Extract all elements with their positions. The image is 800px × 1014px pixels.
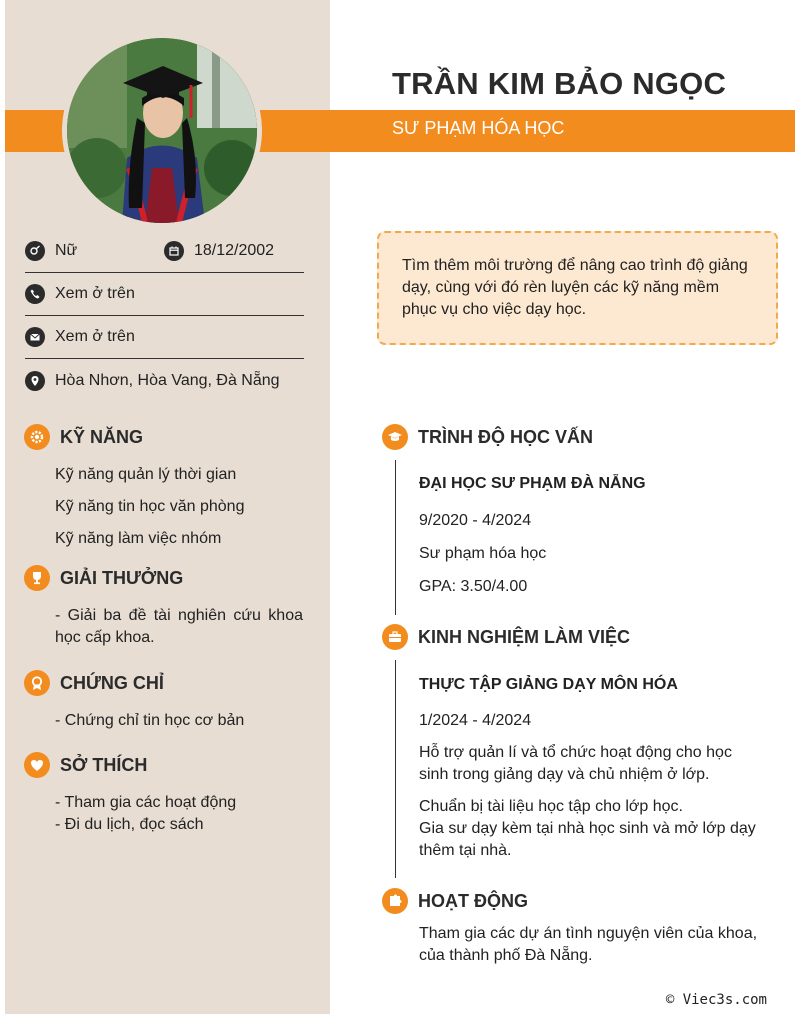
phone-icon [25, 284, 45, 304]
contact-row-personal [25, 230, 304, 273]
education-major: Sư phạm hóa học [419, 545, 547, 562]
candidate-name: TRẦN KIM BẢO NGỌC [392, 66, 727, 101]
candidate-role: SƯ PHẠM HÓA HỌC [392, 118, 565, 138]
job-description: Hỗ trợ quản lí và tổ chức hoạt động cho học sinh trong giảng dạy và chủ nhiệm ở lớp. [419, 744, 732, 783]
skills-heading: KỸ NĂNG [24, 424, 143, 450]
experience-heading: KINH NGHIỆM LÀM VIỆC [382, 624, 630, 650]
experience-timeline [395, 660, 396, 878]
email-value: Xem ở trên [55, 328, 135, 345]
hobby-item: - Tham gia các hoạt động [55, 794, 237, 811]
birthday-value: 18/12/2002 [194, 242, 275, 259]
address-value: Hòa Nhơn, Hòa Vang, Đà Nẵng [55, 371, 280, 389]
skill-item: Kỹ năng tin học văn phòng [55, 498, 245, 515]
badge-icon [24, 670, 50, 696]
skill-item: Kỹ năng làm việc nhóm [55, 530, 222, 547]
gender-icon [25, 241, 45, 261]
education-gpa: GPA: 3.50/4.00 [419, 578, 528, 595]
phone-value: Xem ở trên [55, 285, 135, 302]
activities-heading: HOẠT ĐỘNG [382, 888, 528, 914]
certificates-heading: CHỨNG CHỈ [24, 670, 164, 696]
puzzle-icon [382, 888, 408, 914]
mail-icon [25, 327, 45, 347]
heart-icon [24, 752, 50, 778]
avatar [62, 33, 262, 228]
education-period: 9/2020 - 4/2024 [419, 512, 532, 529]
contact-row-email [25, 316, 304, 359]
job-period: 1/2024 - 4/2024 [419, 712, 532, 729]
education-heading: TRÌNH ĐỘ HỌC VẤN [382, 424, 593, 450]
school-name: ĐẠI HỌC SƯ PHẠM ĐÀ NẴNG [419, 475, 646, 492]
activities-text: Tham gia các dự án tình nguyện viên của khoa, của thành phố Đà Nẵng. [419, 925, 758, 964]
skill-item: Kỹ năng quản lý thời gian [55, 466, 237, 483]
certificate-text: - Chứng chỉ tin học cơ bản [55, 712, 245, 729]
footer-copyright[interactable]: © Viec3s.com [665, 992, 767, 1008]
hobbies-heading: SỞ THÍCH [24, 752, 147, 778]
career-objective: Tìm thêm môi trường để nâng cao trình độ giảng dạy, cùng với đó rèn luyện các kỹ năng mềm phục vụ cho việc dạy học. [377, 231, 778, 345]
job-position: THỰC TẬP GIẢNG DẠY MÔN HÓA [419, 676, 678, 693]
education-timeline [395, 460, 396, 615]
job-description: Chuẩn bị tài liệu học tập cho lớp học. Gia sư dạy kèm tại nhà học sinh và mở lớp dạy thêm tại nhà. [419, 798, 756, 859]
graduation-cap-icon [382, 424, 408, 450]
gender-value: Nữ [55, 242, 78, 259]
gear-icon [24, 424, 50, 450]
trophy-icon [24, 565, 50, 591]
contact-row-address [25, 359, 304, 402]
location-pin-icon [25, 371, 45, 391]
graduate-photo [67, 38, 257, 223]
calendar-icon [164, 241, 184, 261]
award-text: - Giải ba đề tài nghiên cứu khoa học cấp khoa. [55, 607, 303, 646]
contact-row-phone [25, 273, 304, 316]
hobby-item: - Đi du lịch, đọc sách [55, 816, 204, 833]
awards-heading: GIẢI THƯỞNG [24, 565, 183, 591]
briefcase-icon [382, 624, 408, 650]
